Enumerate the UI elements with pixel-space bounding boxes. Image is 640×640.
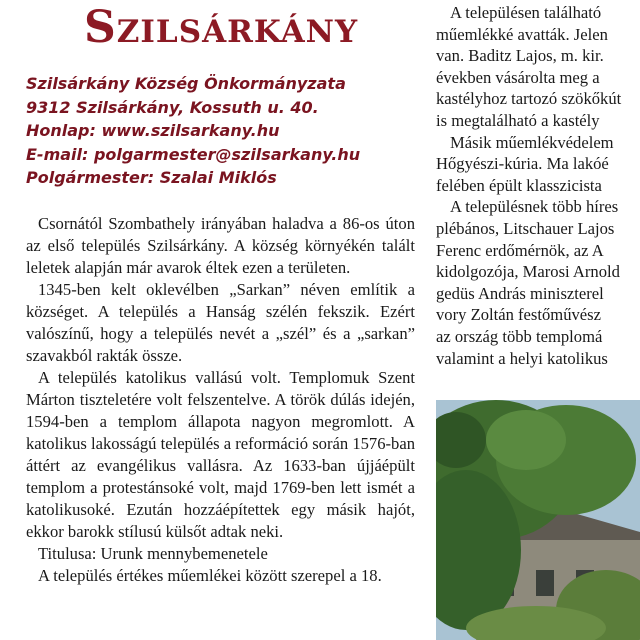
contact-address: 9312 Szilsárkány, Kossuth u. 40.: [26, 97, 319, 117]
right-column-line: Ferenc erdőmérnök, az A: [436, 240, 604, 260]
right-column-line: valamint a helyi katolikus: [436, 348, 608, 368]
paragraph-church: A település katolikus vallású volt. Templomuk Szent Márton tiszteletére volt felszentelve. A török dúlás idején, 1594-ben a templom állapota nagyon megromlott. A katolikus lakosságú település a reformáció során 1576-ban áttért az evangélikus vallásra. Az 1633-ban újjáépült templom a protestánsoké volt, majd 1769-ben lett ismét a katolikusoké. Ezután hozzáépítettek egy másik hajót, ekkor barokk stílusú külsőt adtak neki.: [26, 368, 415, 541]
right-column-line: Hőgyészi-kúria. Ma lakóé: [436, 154, 609, 174]
contact-block: [26, 72, 426, 190]
contact-mayor: Polgármester: Szalai Miklós: [26, 168, 277, 187]
right-column-line: műemlékké avatták. Jelen: [436, 24, 608, 44]
right-column-line: az ország több templomá: [436, 326, 603, 346]
right-column-line: plébános, Litschauer Lajos: [436, 218, 615, 238]
right-column-line: vory Zoltán festőművész: [436, 305, 601, 325]
contact-email: E-mail: polgarmester@szilsarkany.hu: [26, 144, 361, 164]
right-column-line: gedüs András miniszterel: [436, 283, 604, 303]
right-column-line: van. Baditz Lajos, m. kir.: [436, 46, 604, 66]
right-column-line: kidolgozója, Marosi Arnold: [436, 262, 620, 282]
article-title: Szilsárkány: [84, 2, 359, 53]
contact-website: Honlap: www.szilsarkany.hu: [26, 121, 280, 140]
right-column-line: években vásárolta meg a: [436, 67, 600, 87]
right-column-line: felében épült klasszicista: [436, 175, 602, 195]
right-column-line: is megtalálható a kastély: [436, 110, 600, 130]
paragraph-history: 1345-ben kelt oklevélben „Sarkan” néven említik a községet. A település a Hanság szélén fekszik. Ezért valószínű, hogy a település nevét a „szél” és a „sarkan” szavakból rakták össze.: [26, 280, 415, 365]
right-column-line: kastélyhoz tartozó szökőkút: [436, 89, 622, 109]
manor-photo: [436, 400, 640, 640]
left-text-column: [26, 213, 415, 640]
paragraph-intro: Csornától Szombathely irányában haladva a 86-os úton az első település Szilsárkány. A község környékén talált leletek alapján már avarok éltek ezen a területen.: [26, 214, 415, 277]
right-text-column: [436, 0, 640, 400]
manor-photo-illustration: [436, 400, 640, 640]
contact-organization: Szilsárkány Község Önkormányzata: [26, 74, 346, 93]
right-column-line: A településnek több híres: [450, 197, 619, 217]
right-column-line: Másik műemlékvédelem: [450, 132, 614, 152]
paragraph-titulus: Titulusa: Urunk mennybemenetele: [38, 544, 268, 563]
right-column-line: A településen található: [450, 3, 602, 22]
paragraph-monuments: A település értékes műemlékei között szerepel a 18.: [38, 566, 382, 585]
